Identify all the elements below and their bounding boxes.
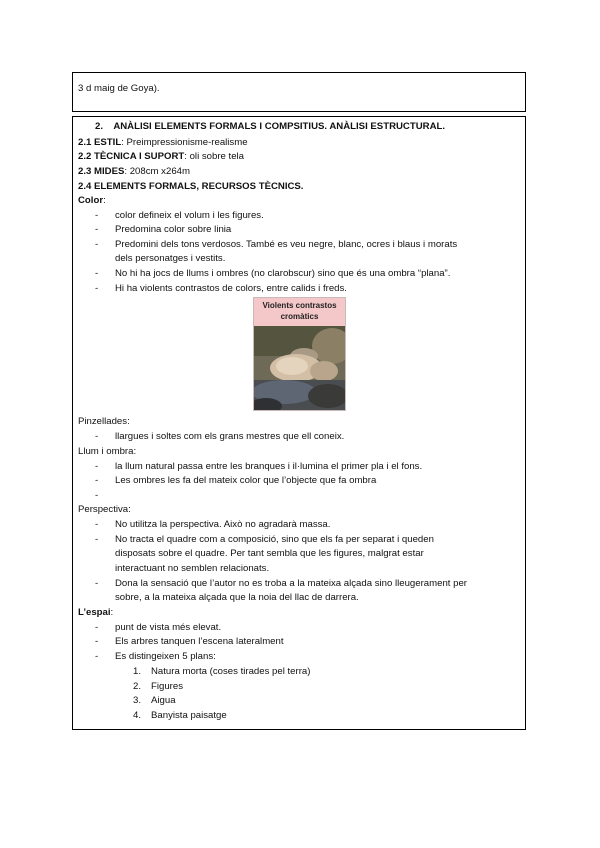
item-number: 3. [133,695,142,706]
list-item-text: No tracta el quadre com a composició, sino que els fa per separat i queden [115,534,434,545]
previous-table-cell [72,72,526,112]
list-item-text: No utilitza la perspectiva. Això no agradarà massa. [115,519,331,530]
bullet-dash: - [95,224,99,235]
list-item-text: Hi ha violents contrastos de colors, entre calids i freds. [115,283,347,294]
list-item-text: Predomina color sobre linia [115,224,232,235]
list-item-continuation: interactuant no semblen relacionats. [115,563,270,574]
list-item-text: Predomini dels tons verdosos. També es veu negre, blanc, ocres i blaus i morats [115,239,458,250]
tecnica-label: 2.2 TÈCNICA I SUPORT [78,151,185,162]
list-item-continuation: disposats sobre el quadre. Per tant sembla que les figures, malgrat estar [115,548,424,559]
estil-value: : Preimpressionisme-realisme [121,137,248,148]
color-label: Color [78,195,104,206]
espai-heading [78,606,113,619]
tecnica-value: : oli sobre tela [184,151,244,162]
bullet-dash: - [95,283,99,294]
color-heading [78,194,106,207]
llum-heading: Llum i ombra: [78,446,137,457]
list-item-text: punt de vista més elevat. [115,622,222,633]
bullet-dash: - [95,431,99,442]
bullet-dash: - [95,475,99,486]
item-number: 2. [133,681,142,692]
list-item-continuation: sobre, a la mateixa alçada que la noia del llac de darrera. [115,592,359,603]
list-item-text: la llum natural passa entre les branques i il·lumina el primer pla i el fons. [115,461,423,472]
pinzellades-heading: Pinzellades: [78,416,130,427]
heading-text: ANÀLISI ELEMENTS FORMALS I COMPSITIUS. ANÀLISI ESTRUCTURAL. [113,121,446,132]
list-item-text: Dona la sensació que l’autor no es troba a la mateixa alçada sino lleugerament per [115,578,467,589]
list-item-text: No hi ha jocs de llums i ombres (no clarobscur) sino que és una ombra “plana”. [115,268,451,279]
painting-detail-figure [253,297,346,411]
bullet-dash: - [95,651,99,662]
analysis-table-cell [72,116,526,730]
item-number: 1. [133,666,142,677]
bullet-dash: - [95,461,99,472]
item-number: 4. [133,710,142,721]
estil-label: 2.1 ESTIL [78,137,122,148]
bullet-dash: - [95,490,99,501]
list-item-text: llargues i soltes com els grans mestres que ell coneix. [115,431,345,442]
mides-label: 2.3 MIDES [78,166,125,177]
list-item-text: Les ombres les fa del mateix color que l’objecte que fa ombra [115,475,377,486]
heading-number: 2. [95,121,104,132]
list-item-text: Es distingeixen 5 plans: [115,651,216,662]
bullet-dash: - [95,519,99,530]
estil-line [78,136,248,149]
mides-line [78,165,190,178]
mides-value: : 208cm x264m [124,166,190,177]
espai-label: L’espai [78,607,111,618]
bullet-dash: - [95,622,99,633]
bullet-dash: - [95,636,99,647]
list-item-continuation: dels personatges i vestits. [115,253,226,264]
bullet-dash: - [95,239,99,250]
perspectiva-heading: Perspectiva: [78,504,131,515]
espai-colon: : [110,607,114,618]
list-item-text: color defineix el volum i les figures. [115,210,264,221]
bullet-dash: - [95,210,99,221]
item-text: Natura morta (coses tirades pel terra) [151,666,311,677]
cell-text: 3 d maig de Goya). [78,83,160,94]
color-colon: : [103,195,106,206]
painting-detail-image [254,326,346,411]
bullet-dash: - [95,534,99,545]
item-text: Banyista paisatge [151,710,227,721]
image-caption [254,298,345,326]
bullet-dash: - [95,268,99,279]
elements-heading: 2.4 ELEMENTS FORMALS, RECURSOS TÈCNICS. [78,181,304,192]
image-caption-line: cromàtics [280,312,319,321]
item-text: Figures [151,681,183,692]
item-text: Aigua [151,695,176,706]
bullet-dash: - [95,578,99,589]
tecnica-line [78,150,244,163]
image-caption-line: Violents contrastos [262,301,337,310]
section-heading [95,120,445,133]
list-item-text: Els arbres tanquen l’escena lateralment [115,636,284,647]
